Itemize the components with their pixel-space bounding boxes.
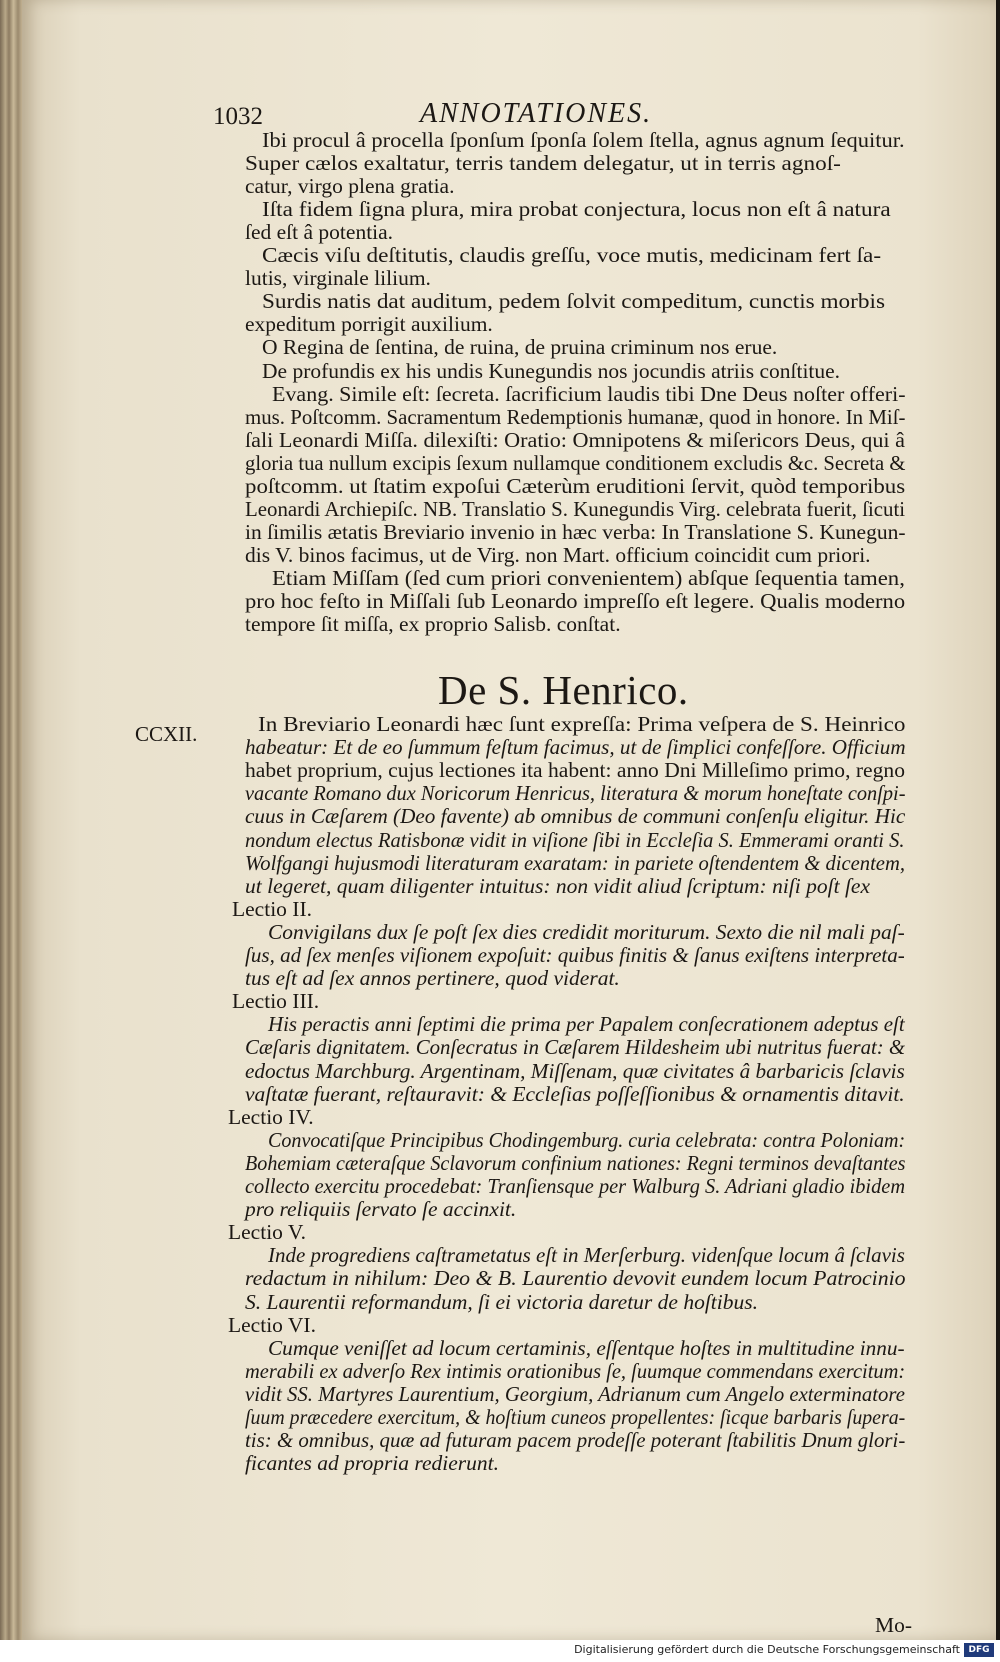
body-text-line: expeditum porrigit auxilium.	[245, 312, 493, 336]
henrico-text-line: Lectio IV.	[228, 1105, 314, 1129]
henrico-text-line: ut legeret, quam diligenter intuitus: non vidit aliud ſcriptum: niſi poſt ſex	[245, 874, 871, 898]
footer-credit: Digitalisierung gefördert durch die Deutsche Forschungsgemeinschaft	[574, 1643, 960, 1656]
body-text-line: Etiam Miſſam (ſed cum priori convenientem) abſque ſequentia tamen,	[272, 566, 905, 590]
body-text-line: Iſta fidem ſigna plura, mira probat conjectura, locus non eſt â natura	[262, 197, 891, 221]
body-text-line: Surdis natis dat auditum, pedem ſolvit compeditum, cunctis morbis	[262, 289, 886, 313]
henrico-text-line: merabili ex adverſo Rex intimis orationibus ſe, ſuumque commendans exercitum:	[245, 1359, 906, 1383]
body-text-line: Leonardi Archiepiſc. NB. Translatio S. Kunegundis Virg. celebrata fuerit, ſicuti	[245, 497, 906, 521]
henrico-text-line: Lectio III.	[232, 989, 320, 1013]
henrico-text-line: ficantes ad propria redierunt.	[245, 1451, 500, 1475]
henrico-text-line: nondum electus Ratisbonæ vidit in viſione ſibi in Eccleſia S. Emmerami oranti S.	[245, 828, 905, 852]
body-text-line: De profundis ex his undis Kunegundis nos jocundis atriis conſtitue.	[262, 359, 841, 383]
henrico-text-line: vaſtatæ fuerant, reſtauravit: & Eccleſias poſſeſſionibus & ornamentis ditavit.	[245, 1082, 905, 1106]
running-head: ANNOTATIONES.	[420, 98, 653, 129]
footer-bar	[0, 1640, 1000, 1662]
henrico-text-line: collecto exercitu procedebat: Tranſiensque per Walburg S. Adriani gladio ibidem	[245, 1174, 906, 1198]
body-text-line: Ibi procul â procella ſponſum ſponſa ſolem ſtella, agnus agnum ſequitur.	[262, 128, 905, 152]
body-text-line: poſtcomm. ut ſtatim expoſui Cæterùm eruditioni ſervit, quòd temporibus	[245, 474, 906, 498]
henrico-text-line: habet proprium, cujus lectiones ita habent: anno Dni Milleſimo primo, regno	[245, 758, 905, 782]
henrico-text-line: pro reliquiis ſervato ſe accinxit.	[245, 1197, 517, 1221]
body-text-line: O Regina de ſentina, de ruina, de pruina criminum nos erue.	[262, 335, 778, 359]
henrico-text-line: Lectio VI.	[228, 1313, 316, 1337]
margin-number: CCXII.	[135, 722, 198, 746]
body-text-line: in ſimilis ætatis Breviario invenio in hæc verba: In Translatione S. Kunegun-	[245, 520, 906, 544]
henrico-text-line: Wolfgangi hujusmodi literaturam exaratam: in pariete oſtendentem & dicentem,	[245, 851, 905, 875]
body-text-line: ſali Leonardi Miſſa. dilexiſti: Oratio: Omnipotens & miſericors Deus, qui â	[245, 428, 905, 452]
henrico-text-line: His peractis anni ſeptimi die prima per Papalem conſecrationem adeptus eſt	[268, 1012, 905, 1036]
henrico-text-line: tus eſt ad ſex annos pertinere, quod viderat.	[245, 966, 620, 990]
henrico-text-line: vidit SS. Martyres Laurentium, Georgium, Adrianum cum Angelo exterminatore	[245, 1382, 905, 1406]
body-text-line: Cæcis viſu deſtitutis, claudis greſſu, voce mutis, medicinam fert ſa-	[262, 243, 882, 267]
henrico-text-line: habeatur: Et de eo ſummum feſtum facimus, ut de ſimplici confeſſore. Officium	[245, 735, 906, 759]
henrico-text-line: cuus in Cæſarem (Deo favente) ab omnibus de communi conſenſu eligitur. Hic	[245, 804, 906, 828]
catchword: Mo-	[875, 1613, 913, 1637]
dfg-logo: DFG	[964, 1643, 994, 1657]
henrico-text-line: Convocatiſque Principibus Chodingemburg. curia celebrata: contra Poloniam:	[268, 1128, 906, 1152]
body-text-line: catur, virgo plena gratia.	[245, 174, 455, 198]
henrico-text-line: Convigilans dux ſe poſt ſex dies credidit moriturum. Sexto die nil mali paſ-	[268, 920, 905, 944]
henrico-text-line: Inde progrediens caſtrametatus eſt in Merſerburg. videnſque locum â ſclavis	[268, 1243, 905, 1267]
henrico-text-line: Lectio V.	[228, 1220, 307, 1244]
henrico-text-line: edoctus Marchburg. Argentinam, Miſſenam, quæ civitates â barbaricis ſclavis	[245, 1059, 905, 1083]
henrico-text-line: Cumque veniſſet ad locum certaminis, eſſentque hoſtes in multitudine innu-	[268, 1336, 905, 1360]
henrico-text-line: In Breviario Leonardi hæc ſunt expreſſa: Prima veſpera de S. Heinrico	[258, 712, 906, 736]
body-text-line: dis V. binos facimus, ut de Virg. non Mart. officium coincidit cum priori.	[245, 543, 871, 567]
henrico-text-line: ſus, ad ſex menſes viſionem expoſuit: quibus finitis & ſanus exiſtens interpreta-	[245, 943, 905, 967]
henrico-text-line: tis: & omnibus, quæ ad futuram pacem prodeſſe poterant ſtabilitis Dnum glori-	[245, 1428, 906, 1452]
body-text-line: mus. Poſtcomm. Sacramentum Redemptionis humanæ, quod in honore. In Miſ-	[245, 405, 906, 429]
henrico-text-line: Bohemiam cæteraſque Sclavorum confinium nationes: Regni terminos devaſtantes	[245, 1151, 906, 1175]
section-title: De S. Henrico.	[438, 667, 689, 713]
body-text-line: Evang. Simile eſt: ſecreta. ſacrificium laudis tibi Dne Deus noſter offeri-	[272, 382, 906, 406]
page-number: 1032	[213, 103, 263, 130]
henrico-text-line: vacante Romano dux Noricorum Henricus, literatura & morum honeſtate conſpi-	[245, 781, 906, 805]
body-text-line: gloria tua nullum excipis ſexum nullamque conditionem excludis &c. Secreta &	[245, 451, 906, 475]
henrico-text-line: Lectio II.	[232, 897, 312, 921]
body-text-line: pro hoc feſto in Miſſali ſub Leonardo impreſſo eſt legere. Qualis moderno	[245, 589, 906, 613]
body-text-line: tempore ſit miſſa, ex proprio Salisb. conſtat.	[245, 612, 621, 636]
body-text-line: Super cælos exaltatur, terris tandem delegatur, ut in terris agnoſ-	[245, 151, 841, 175]
henrico-text-line: redactum in nihilum: Deo & B. Laurentio devovit eundem locum Patrocinio	[245, 1266, 906, 1290]
body-text-line: lutis, virginale lilium.	[245, 266, 431, 290]
body-text-line: ſed eſt â potentia.	[245, 220, 394, 244]
henrico-text-line: S. Laurentii reformandum, ſi ei victoria daretur de hoſtibus.	[245, 1290, 758, 1314]
henrico-text-line: ſuum præcedere exercitum, & hoſtium cuneos propellentes: ſicque barbaris ſupera-	[245, 1405, 906, 1429]
henrico-text-line: Cæſaris dignitatem. Conſecratus in Cæſarem Hildesheim ubi nutritus fuerat: &	[245, 1035, 906, 1059]
